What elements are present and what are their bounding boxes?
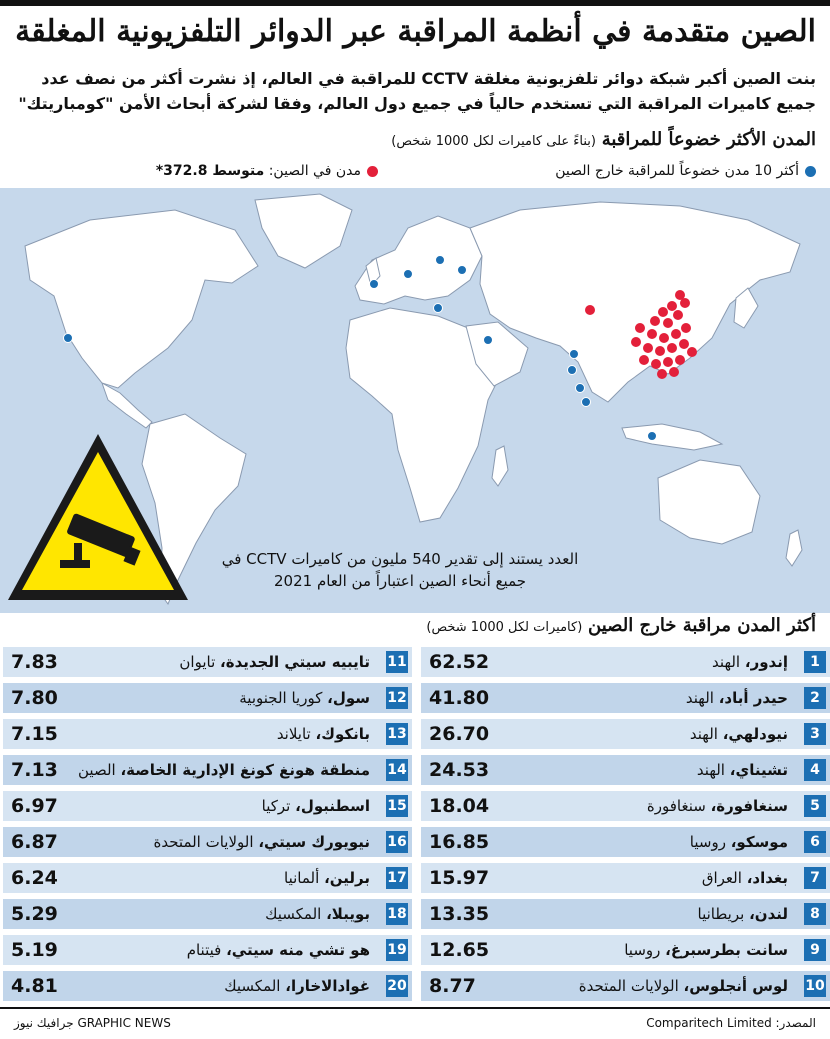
table-row bbox=[3, 827, 412, 857]
country-name: الهند bbox=[685, 689, 714, 707]
los-angeles-marker bbox=[64, 334, 73, 343]
source-credit: المصدر: Comparitech Limited bbox=[646, 1016, 816, 1030]
country-name: ألمانيا bbox=[284, 869, 320, 887]
rank-badge: 4 bbox=[804, 759, 826, 781]
country-name: بريطانيا bbox=[697, 905, 745, 923]
rank-badge: 6 bbox=[804, 831, 826, 853]
city-label bbox=[277, 719, 370, 749]
rank-badge: 14 bbox=[386, 759, 408, 781]
city-name: موسكو، bbox=[730, 833, 788, 851]
city-label bbox=[702, 863, 788, 893]
footer-rule bbox=[0, 1007, 830, 1009]
china-city-marker bbox=[657, 369, 667, 379]
city-label bbox=[712, 647, 788, 677]
city-label bbox=[239, 683, 370, 713]
camera-value: 6.97 bbox=[11, 795, 58, 817]
city-name: تايبيه سيتي الجديدة، bbox=[220, 653, 370, 671]
map-note: العدد يستند إلى تقدير 540 مليون من كاميرات CCTV في جميع أنحاء الصين اعتباراً من العام 2021 bbox=[221, 550, 579, 590]
rank-badge: 11 bbox=[386, 651, 408, 673]
indonesia-shape bbox=[622, 424, 722, 450]
table-row bbox=[3, 755, 412, 785]
country-name: العراق bbox=[701, 869, 742, 887]
st-petersburg-marker bbox=[436, 256, 445, 265]
china-city-marker bbox=[680, 298, 690, 308]
china-city-marker bbox=[651, 359, 661, 369]
city-label bbox=[187, 935, 370, 965]
rank-badge: 12 bbox=[386, 687, 408, 709]
new-delhi-marker bbox=[570, 350, 579, 359]
table-row bbox=[421, 683, 830, 713]
moscow-marker bbox=[458, 266, 467, 275]
country-name: المكسيك bbox=[224, 977, 281, 995]
camera-value: 5.19 bbox=[11, 939, 58, 961]
city-name: لوس أنجلوس، bbox=[683, 977, 788, 995]
camera-value: 7.83 bbox=[11, 651, 58, 673]
central-america-shape bbox=[102, 383, 152, 428]
rank-badge: 10 bbox=[804, 975, 826, 997]
camera-value: 62.52 bbox=[429, 651, 490, 673]
table-row bbox=[421, 755, 830, 785]
brand-credit: GRAPHIC NEWS جرافيك نيوز bbox=[14, 1016, 171, 1030]
country-name: تايوان bbox=[179, 653, 216, 671]
table-row bbox=[3, 719, 412, 749]
istanbul-marker bbox=[434, 304, 443, 313]
table-row bbox=[421, 647, 830, 677]
top-rule bbox=[0, 0, 830, 6]
city-label bbox=[690, 827, 788, 857]
city-name: سنغافورة، bbox=[710, 797, 788, 815]
table-row bbox=[421, 935, 830, 965]
rank-badge: 17 bbox=[386, 867, 408, 889]
section-title: المدن الأكثر خضوعاً للمراقبة bbox=[601, 129, 816, 150]
rank-badge: 9 bbox=[804, 939, 826, 961]
china-city-marker bbox=[658, 307, 668, 317]
section-note: (كاميرات لكل 1000 شخص) bbox=[426, 620, 583, 635]
section-heading-ranking bbox=[16, 613, 816, 641]
blue-dot-icon bbox=[805, 166, 816, 177]
rank-badge: 18 bbox=[386, 903, 408, 925]
china-city-marker bbox=[643, 343, 653, 353]
section-title: أكثر المدن مراقبة خارج الصين bbox=[588, 615, 816, 636]
city-label bbox=[624, 935, 788, 965]
rank-badge: 5 bbox=[804, 795, 826, 817]
china-city-marker bbox=[655, 346, 665, 356]
country-name: الهند bbox=[712, 653, 741, 671]
section-note: (بناءً على كاميرات لكل 1000 شخص) bbox=[391, 134, 596, 149]
city-name: تشيناي، bbox=[729, 761, 788, 779]
london-marker bbox=[370, 280, 379, 289]
table-row bbox=[421, 899, 830, 929]
madagascar-shape bbox=[492, 446, 508, 486]
city-label bbox=[154, 827, 371, 857]
chennai-marker bbox=[582, 398, 591, 407]
table-row bbox=[3, 791, 412, 821]
rank-badge: 13 bbox=[386, 723, 408, 745]
city-name: إندور، bbox=[744, 653, 788, 671]
camera-value: 15.97 bbox=[429, 867, 490, 889]
australia-shape bbox=[658, 460, 760, 544]
greenland-shape bbox=[255, 194, 352, 268]
china-city-marker bbox=[679, 339, 689, 349]
china-city-marker bbox=[681, 323, 691, 333]
country-name: روسيا bbox=[624, 941, 661, 959]
camera-value: 4.81 bbox=[11, 975, 58, 997]
rank-badge: 15 bbox=[386, 795, 408, 817]
berlin-marker bbox=[404, 270, 413, 279]
city-label bbox=[690, 719, 788, 749]
china-city-marker bbox=[663, 318, 673, 328]
city-name: بويبلا، bbox=[326, 905, 370, 923]
china-city-marker bbox=[635, 323, 645, 333]
legend-outside-china bbox=[555, 160, 816, 182]
intro-text: بنت الصين أكبر شبكة دوائر تلفزيونية مغلقة CCTV للمراقبة في العالم، إذ نشرت أكثر من نصف عدد جميع كاميرات المراقبة التي تستخدم حالياً في جميع دول العالم، وفقا لشركة أبحاث الأمن "كومباريتك" bbox=[18, 69, 816, 113]
table-row bbox=[421, 719, 830, 749]
table-row bbox=[3, 863, 412, 893]
section-heading-map bbox=[16, 127, 816, 155]
table-row bbox=[3, 971, 412, 1001]
china-city-marker bbox=[671, 329, 681, 339]
page-title: الصين متقدمة في أنظمة المراقبة عبر الدوائر التلفزيونية المغلقة bbox=[15, 14, 816, 49]
camera-value: 5.29 bbox=[11, 903, 58, 925]
table-row bbox=[3, 899, 412, 929]
china-city-marker bbox=[585, 305, 595, 315]
country-name: تركيا bbox=[261, 797, 291, 815]
camera-value: 26.70 bbox=[429, 723, 490, 745]
china-city-marker bbox=[659, 333, 669, 343]
table-row bbox=[421, 863, 830, 893]
legend-label: مدن في الصين: bbox=[268, 163, 361, 179]
city-label bbox=[224, 971, 370, 1001]
rank-badge: 8 bbox=[804, 903, 826, 925]
china-city-marker bbox=[667, 343, 677, 353]
china-city-marker bbox=[663, 357, 673, 367]
camera-value: 16.85 bbox=[429, 831, 490, 853]
legend-china bbox=[156, 160, 378, 182]
country-name: المكسيك bbox=[265, 905, 322, 923]
table-row bbox=[421, 791, 830, 821]
china-city-marker bbox=[647, 329, 657, 339]
new-zealand-shape bbox=[786, 530, 802, 566]
city-label bbox=[78, 755, 370, 785]
camera-value: 6.24 bbox=[11, 867, 58, 889]
city-name: حيدر أباد، bbox=[718, 689, 788, 707]
rank-badge: 16 bbox=[386, 831, 408, 853]
rank-badge: 19 bbox=[386, 939, 408, 961]
rank-badge: 7 bbox=[804, 867, 826, 889]
city-name: هو تشي منه سيتي، bbox=[226, 941, 370, 959]
country-name: سنغافورة bbox=[646, 797, 706, 815]
city-name: لندن، bbox=[749, 905, 788, 923]
camera-value: 41.80 bbox=[429, 687, 490, 709]
hyderabad-marker bbox=[576, 384, 585, 393]
city-name: نيودلهي، bbox=[722, 725, 788, 743]
camera-value: 7.13 bbox=[11, 759, 58, 781]
city-label bbox=[579, 971, 788, 1001]
north-america-shape bbox=[25, 210, 258, 388]
table-row bbox=[3, 683, 412, 713]
city-label bbox=[262, 791, 370, 821]
table-row bbox=[421, 971, 830, 1001]
country-name: الصين bbox=[78, 761, 116, 779]
country-name: كوريا الجنوبية bbox=[239, 689, 323, 707]
china-city-marker bbox=[631, 337, 641, 347]
city-label bbox=[284, 863, 370, 893]
camera-value: 6.87 bbox=[11, 831, 58, 853]
camera-value: 12.65 bbox=[429, 939, 490, 961]
rank-badge: 1 bbox=[804, 651, 826, 673]
rank-badge: 20 bbox=[386, 975, 408, 997]
country-name: الهند bbox=[689, 725, 718, 743]
city-label bbox=[647, 791, 788, 821]
city-name: غوادالاخارا، bbox=[285, 977, 370, 995]
legend-label: أكثر 10 مدن خضوعاً للمراقبة خارج الصين bbox=[555, 163, 799, 179]
city-label bbox=[697, 755, 788, 785]
country-name: روسيا bbox=[689, 833, 726, 851]
table-row bbox=[3, 935, 412, 965]
rank-badge: 3 bbox=[804, 723, 826, 745]
camera-value: 8.77 bbox=[429, 975, 476, 997]
singapore-marker bbox=[648, 432, 657, 441]
rank-badge: 2 bbox=[804, 687, 826, 709]
camera-value: 7.15 bbox=[11, 723, 58, 745]
country-name: الولايات المتحدة bbox=[153, 833, 254, 851]
country-name: الهند bbox=[696, 761, 725, 779]
camera-value: 18.04 bbox=[429, 795, 490, 817]
city-name: سول، bbox=[327, 689, 370, 707]
city-name: برلين، bbox=[324, 869, 370, 887]
city-name: بغداد، bbox=[746, 869, 788, 887]
china-city-marker bbox=[639, 355, 649, 365]
table-row bbox=[421, 827, 830, 857]
city-name: نيويورك سيتي، bbox=[258, 833, 370, 851]
city-label bbox=[698, 899, 788, 929]
camera-value: 13.35 bbox=[429, 903, 490, 925]
indore-marker bbox=[568, 366, 577, 375]
table-row bbox=[3, 647, 412, 677]
baghdad-marker bbox=[484, 336, 493, 345]
china-city-marker bbox=[650, 316, 660, 326]
country-name: الولايات المتحدة bbox=[578, 977, 679, 995]
city-name: سانت بطرسبرغ، bbox=[665, 941, 788, 959]
china-city-marker bbox=[673, 310, 683, 320]
city-name: منطقة هونغ كونغ الإدارية الخاصة، bbox=[120, 761, 370, 779]
red-dot-icon bbox=[367, 166, 378, 177]
country-name: تايلاند bbox=[276, 725, 311, 743]
city-label bbox=[265, 899, 370, 929]
china-city-marker bbox=[675, 355, 685, 365]
country-name: فيتنام bbox=[186, 941, 222, 959]
legend-average: متوسط 372.8* bbox=[155, 163, 265, 179]
city-name: بانكوك، bbox=[315, 725, 370, 743]
china-city-marker bbox=[667, 301, 677, 311]
city-label bbox=[179, 647, 370, 677]
camera-value: 24.53 bbox=[429, 759, 490, 781]
china-city-marker bbox=[687, 347, 697, 357]
china-city-marker bbox=[669, 367, 679, 377]
city-name: اسطنبول، bbox=[295, 797, 370, 815]
city-label bbox=[686, 683, 788, 713]
camera-value: 7.80 bbox=[11, 687, 58, 709]
